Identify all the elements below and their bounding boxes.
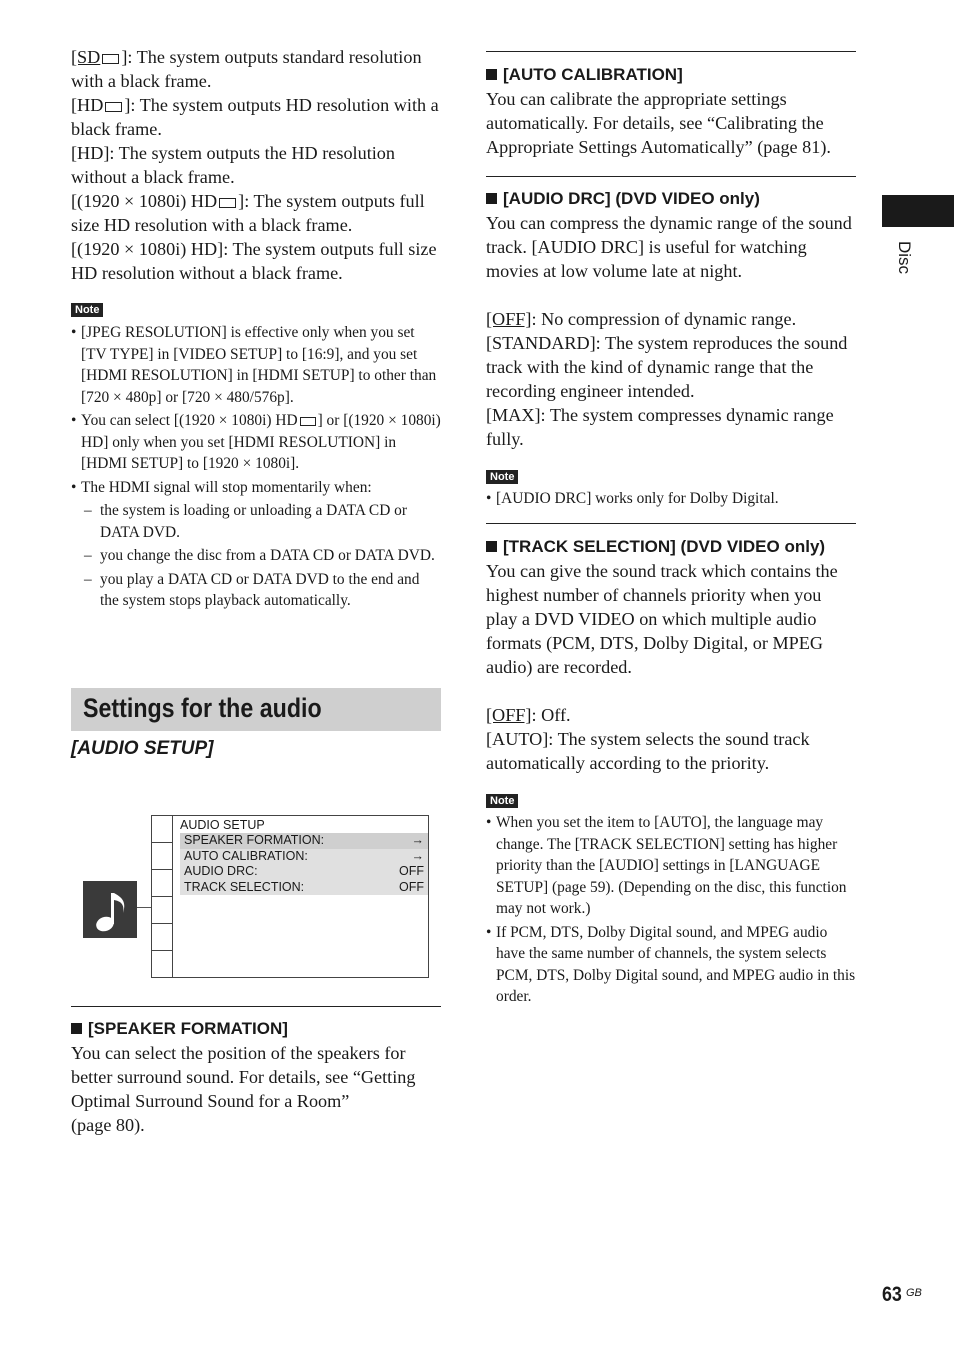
osd-strip-cell	[152, 870, 172, 897]
track-selection-heading: [TRACK SELECTION] (DVD VIDEO only)	[486, 535, 856, 559]
arrow-right-icon: →	[411, 833, 424, 847]
resolution-options	[71, 45, 441, 285]
option-hd: [HD]: The system outputs the HD resolution without a black frame.	[71, 143, 395, 187]
osd-screen	[151, 815, 429, 978]
auto-calibration-heading: [AUTO CALIBRATION]	[486, 63, 856, 87]
note-tag: Note	[71, 303, 103, 317]
track-selection-notes	[486, 791, 856, 1008]
track-selection-off: [OFF]: Off.	[486, 705, 571, 725]
square-bullet-icon	[486, 193, 497, 204]
dash-item: – you change the disc from a DATA CD or DATA DVD.	[71, 545, 441, 567]
track-selection-auto: [AUTO]: The system selects the sound track automatically according to the priority.	[486, 729, 810, 773]
auto-calibration-body: You can calibrate the appropriate settings automatically. For details, see “Calibrating the Appropriate Settings Automatically” (page 81).	[486, 89, 831, 157]
section-subtitle: [AUDIO SETUP]	[71, 738, 214, 759]
divider	[71, 1006, 441, 1007]
option-1080i: [(1920 × 1080i) HD]: The system outputs full size HD resolution without a black frame.	[71, 239, 437, 283]
note-item: • You can select [(1920 × 1080i) HD ] or [(1920 × 1080i) HD] only when you set [HDMI RESOLUTION] in [HDMI SETUP] to [1920 × 1080i].	[71, 410, 441, 475]
square-bullet-icon	[486, 541, 497, 552]
option-hd-frame: [HD ]: The system outputs HD resolution with a black frame.	[71, 95, 439, 139]
audio-drc-section	[486, 187, 856, 510]
divider	[486, 176, 856, 177]
note-list	[71, 322, 441, 612]
audio-drc-note	[486, 467, 856, 510]
frame-icon	[219, 198, 236, 208]
osd-row-auto-calibration: AUTO CALIBRATION: →	[184, 848, 424, 863]
note-item: • The HDMI signal will stop momentarily when: – the system is loading or unloading a DATA CD or DATA DVD. – you change the disc from a DATA CD or DATA DVD. – you play a DATA CD or DATA DVD to the end and the system stops playback automatically.	[71, 477, 441, 612]
osd-row-audio-drc: AUDIO DRC: OFF	[184, 864, 424, 878]
note-tag: Note	[486, 470, 518, 484]
dash-list	[71, 500, 441, 612]
frame-icon	[300, 417, 316, 426]
speaker-formation-body: You can select the position of the speakers for better surround sound. For details, see “Getting Optimal Surround Sound for a Room”	[71, 1043, 416, 1111]
note-item: • If PCM, DTS, Dolby Digital sound, and MPEG audio have the same number of channels, the system selects PCM, DTS, Dolby Digital sound, and MPEG audio in this order.	[486, 922, 856, 1008]
section-banner	[71, 688, 441, 731]
music-note-icon	[83, 881, 137, 938]
section-title: Settings for the audio	[83, 693, 322, 723]
osd-strip-cell	[152, 924, 172, 951]
osd-row-track-selection: TRACK SELECTION: OFF	[184, 879, 424, 894]
speaker-formation-heading: [SPEAKER FORMATION]	[71, 1017, 441, 1041]
square-bullet-icon	[71, 1023, 82, 1034]
frame-icon	[105, 102, 122, 112]
osd-strip-cell	[152, 816, 172, 843]
note-item: • When you set the item to [AUTO], the language may change. The [TRACK SELECTION] setting has higher priority than the [AUDIO] settings in [LANGUAGE SETUP] (page 59). (Depending on the disc, this function may not work.)	[486, 812, 856, 920]
note-item: • [JPEG RESOLUTION] is effective only when you set [TV TYPE] in [VIDEO SETUP] to [16:9], and you set [HDMI RESOLUTION] in [HDMI SETUP] to other than [720 × 480p] or [720 × 480/576p].	[71, 322, 441, 408]
dash-item: – you play a DATA CD or DATA DVD to the end and the system stops playback automatically.	[71, 569, 441, 612]
osd-row-speaker-formation: SPEAKER FORMATION: →	[180, 833, 428, 849]
track-selection-body: You can give the sound track which contains the highest number of channels priority when you play a DVD VIDEO on which multiple audio formats (PCM, DTS, Dolby Digital, or MPEG audio) are recorded.	[486, 561, 838, 677]
divider	[486, 51, 856, 52]
note-tag: Note	[486, 794, 518, 808]
page-suffix: GB	[906, 1287, 922, 1299]
auto-calibration-section	[486, 63, 856, 159]
audio-drc-off: [OFF]: No compression of dynamic range.	[486, 309, 797, 329]
osd-strip-cell	[152, 897, 172, 924]
note-block	[71, 300, 441, 612]
note-item: • [AUDIO DRC] works only for Dolby Digital.	[486, 488, 856, 510]
osd-menu	[180, 833, 428, 895]
chapter-tab-label: Disc	[895, 241, 914, 275]
speaker-formation-page-ref: (page 80).	[71, 1115, 145, 1135]
divider	[486, 523, 856, 524]
arrow-right-icon: →	[411, 848, 424, 863]
audio-drc-max: [MAX]: The system compresses dynamic range fully.	[486, 405, 834, 449]
option-1080i-frame: [(1920 × 1080i) HD ]: The system outputs full size HD resolution with a black frame.	[71, 191, 425, 235]
chapter-tab	[882, 195, 954, 227]
osd-strip-cell	[152, 843, 172, 870]
audio-drc-heading: [AUDIO DRC] (DVD VIDEO only)	[486, 187, 856, 211]
track-selection-section	[486, 535, 856, 1008]
audio-drc-standard: [STANDARD]: The system reproduces the sound track with the kind of dynamic range that the recording engineer intended.	[486, 333, 848, 401]
option-sd: [SD ]: The system outputs standard resolution with a black frame.	[71, 47, 422, 91]
osd-icon-strip	[152, 816, 173, 977]
osd-title: AUDIO SETUP	[180, 818, 265, 832]
dash-item: – the system is loading or unloading a DATA CD or DATA DVD.	[71, 500, 441, 543]
page-number: 63	[882, 1283, 902, 1306]
frame-icon	[102, 54, 119, 64]
audio-drc-body: You can compress the dynamic range of the sound track. [AUDIO DRC] is useful for watching movies at low volume late at night.	[486, 213, 852, 281]
speaker-formation-section	[71, 1017, 441, 1137]
square-bullet-icon	[486, 69, 497, 80]
